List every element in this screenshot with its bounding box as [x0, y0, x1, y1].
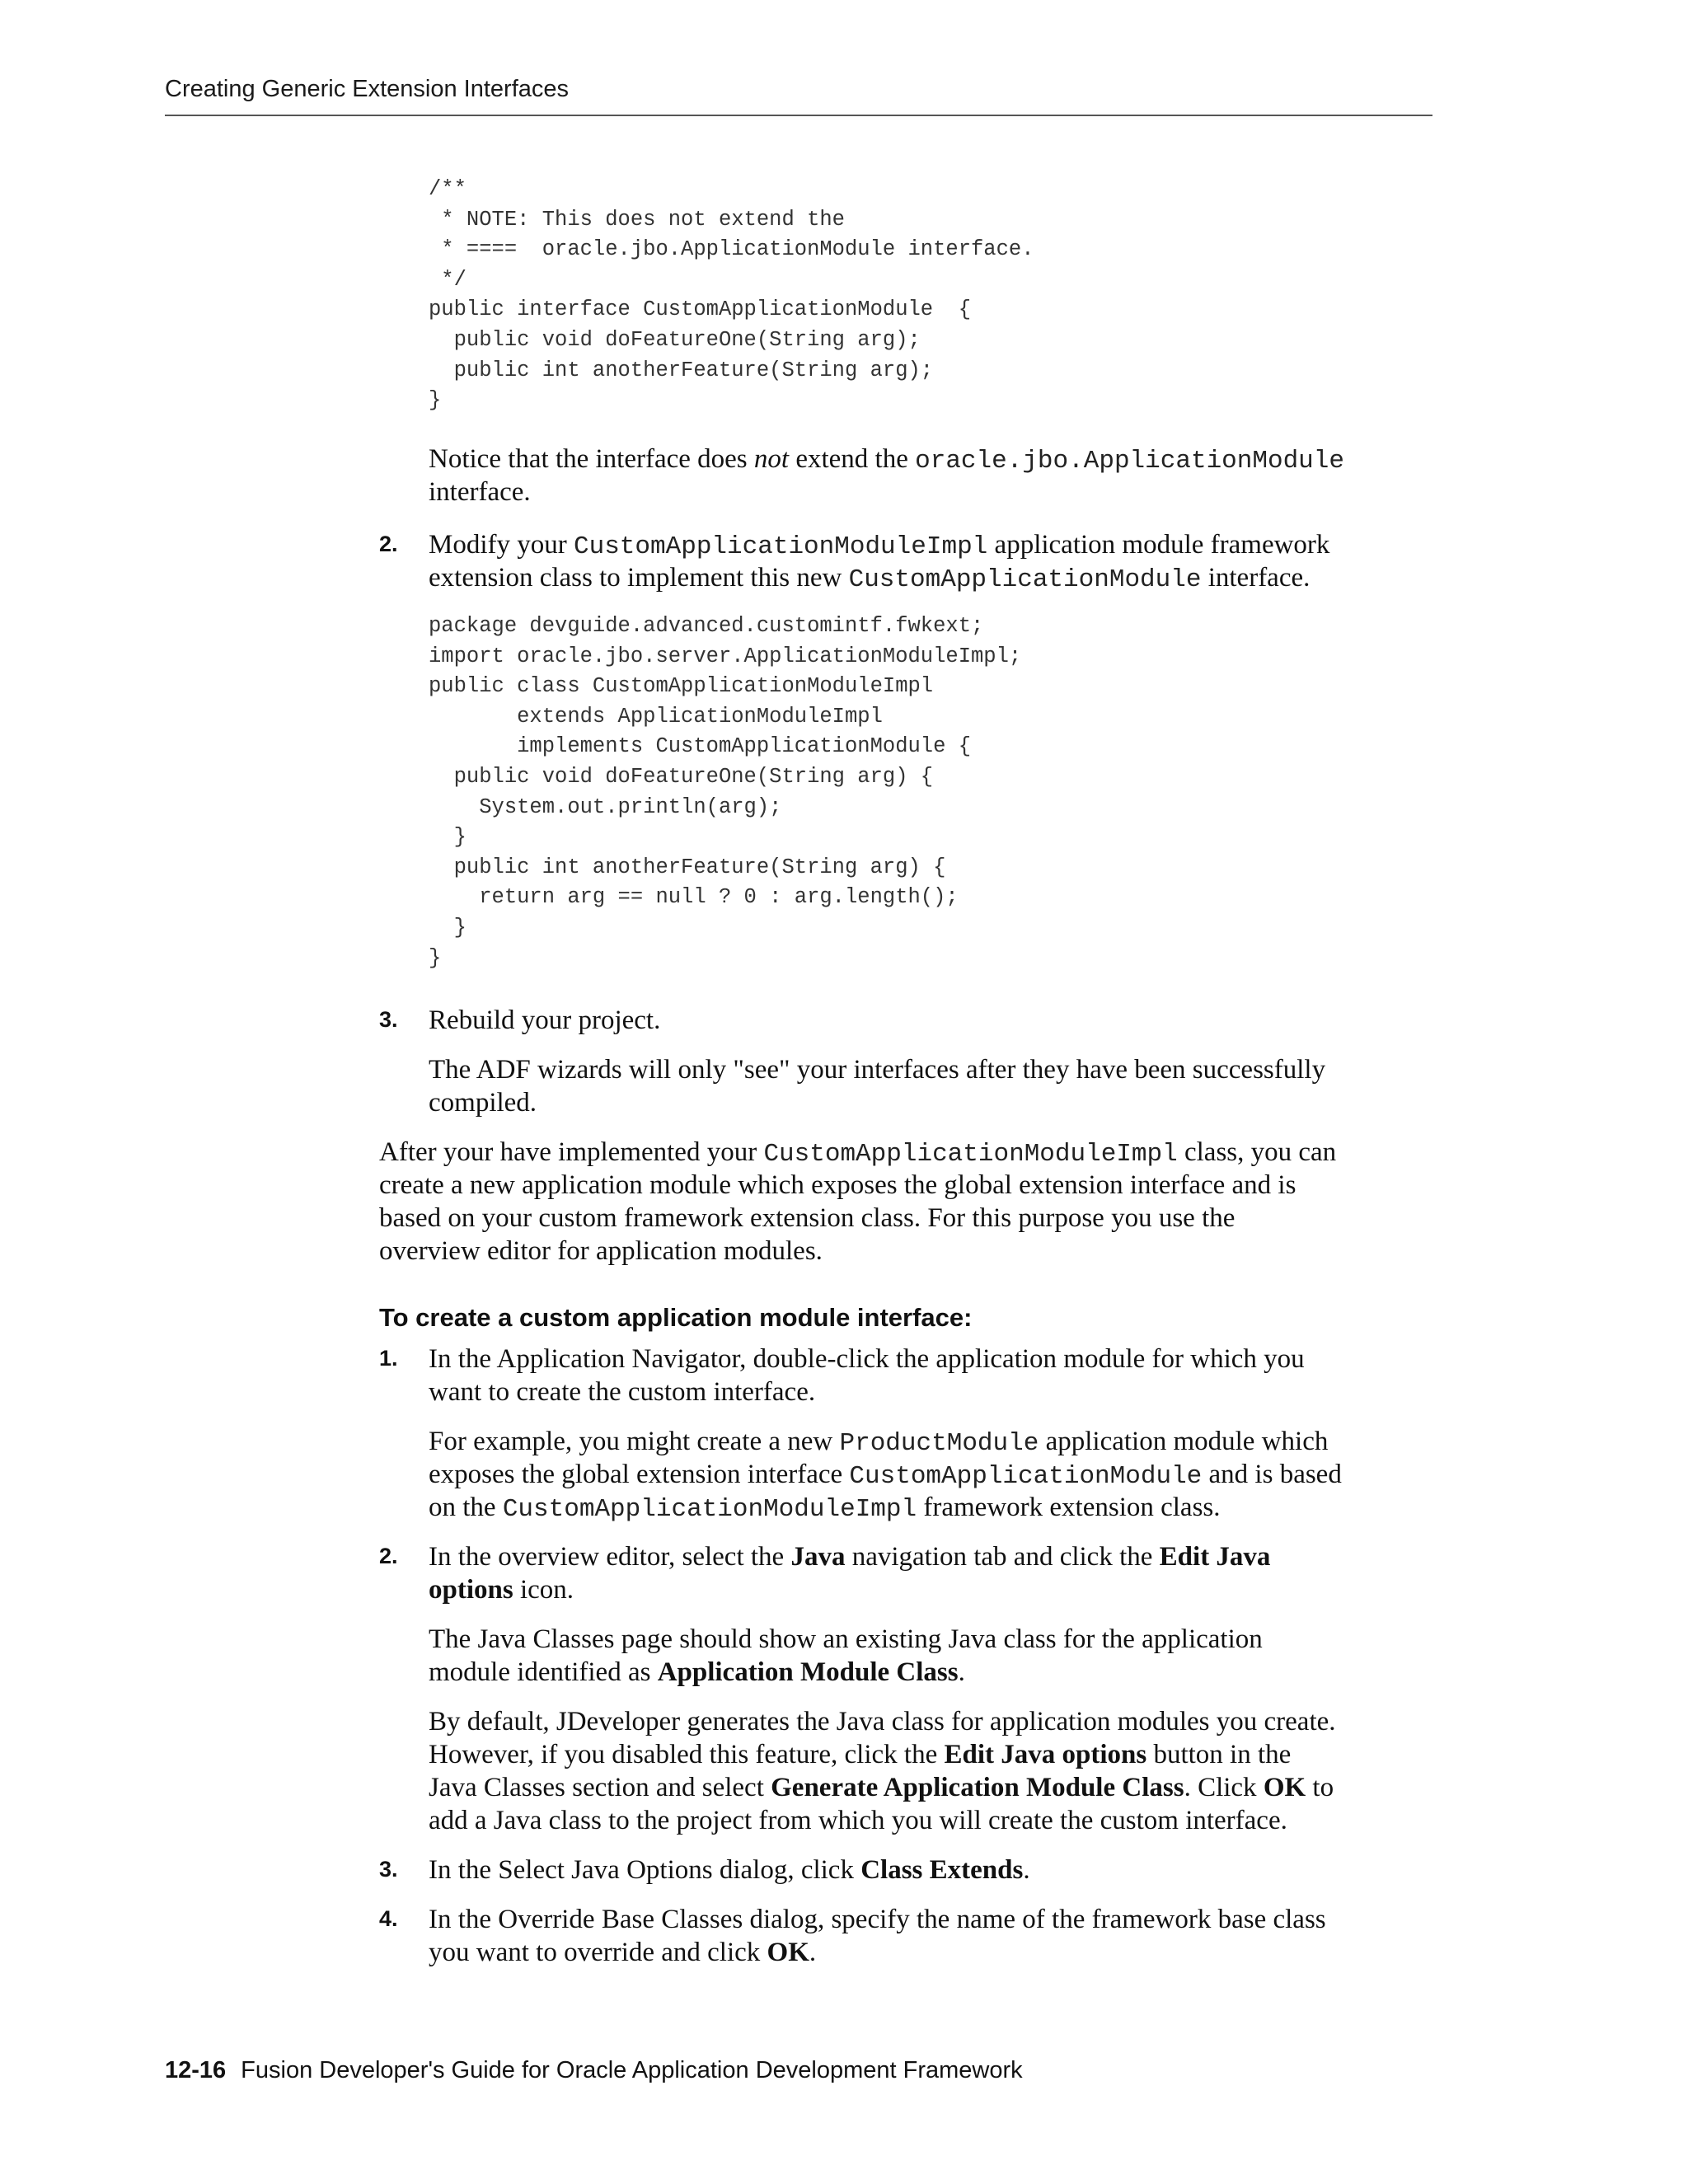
step2-text-line1: Modify your CustomApplicationModuleImpl application module framework: [429, 530, 1330, 561]
step3-note-line1: The ADF wizards will only "see" your interfaces after they have been successfully: [429, 1055, 1326, 1085]
proc-step2-para2-line1: By default, JDeveloper generates the Java class for application modules you create.: [429, 1707, 1336, 1736]
after-paragraph-line2: create a new application module which exposes the global extension interface and is: [379, 1170, 1296, 1200]
proc-step4-line2: you want to override and click OK.: [429, 1938, 817, 1967]
step-number: 1.: [379, 1346, 398, 1371]
step-number: 3.: [379, 1007, 398, 1032]
notice-paragraph-line1: Notice that the interface does not extend the oracle.jbo.ApplicationModule: [429, 444, 1344, 476]
proc-step1-line2: want to create the custom interface.: [429, 1377, 816, 1407]
proc-step2-line1: In the overview editor, select the Java navigation tab and click the Edit Java: [429, 1542, 1271, 1572]
step2-text-line2: extension class to implement this new CustomApplicationModule interface.: [429, 563, 1311, 594]
running-header: Creating Generic Extension Interfaces: [165, 76, 570, 102]
notice-paragraph-line2: interface.: [429, 477, 531, 507]
step3-note-line2: compiled.: [429, 1088, 537, 1118]
proc-step1-example-line3: on the CustomApplicationModuleImpl framework extension class.: [429, 1493, 1221, 1524]
step-number: 2.: [379, 1544, 398, 1568]
code-block-interface: /** * NOTE: This does not extend the * ==== oracle.jbo.ApplicationModule interface. */ public interface CustomApplicationModule { public void doFeatureOne(String arg); public int anotherFeature(String arg); }: [429, 177, 1034, 413]
proc-step2-para2-line4: add a Java class to the project from which you will create the custom interface.: [429, 1806, 1287, 1835]
proc-step2-line2: options icon.: [429, 1575, 574, 1605]
after-paragraph-line1: After your have implemented your CustomApplicationModuleImpl class, you can: [379, 1137, 1337, 1169]
proc-step1-line1: In the Application Navigator, double-click the application module for which you: [429, 1344, 1305, 1374]
step-number: 4.: [379, 1906, 398, 1931]
page-number: 12-16: [165, 2057, 227, 2083]
after-paragraph-line4: overview editor for application modules.: [379, 1236, 823, 1266]
page-footer: [165, 2057, 1023, 2084]
proc-step4-line1: In the Override Base Classes dialog, specify the name of the framework base class: [429, 1905, 1326, 1934]
after-paragraph-line3: based on your custom framework extension class. For this purpose you use the: [379, 1203, 1236, 1233]
procedure-heading: To create a custom application module interface:: [379, 1303, 973, 1332]
proc-step2-para1-line1: The Java Classes page should show an existing Java class for the application: [429, 1624, 1263, 1654]
header-divider: [165, 115, 1432, 116]
step3-text: Rebuild your project.: [429, 1005, 661, 1035]
proc-step1-example-line1: For example, you might create a new ProductModule application module which: [429, 1427, 1329, 1458]
step-number: 3.: [379, 1857, 398, 1882]
proc-step2-para2-line2: However, if you disabled this feature, click the Edit Java options button in the: [429, 1740, 1292, 1769]
proc-step3-text: In the Select Java Options dialog, click Class Extends.: [429, 1855, 1030, 1885]
proc-step2-para1-line2: module identified as Application Module Class.: [429, 1657, 965, 1687]
proc-step1-example-line2: exposes the global extension interface CustomApplicationModule and is based: [429, 1460, 1342, 1491]
step-number: 2.: [379, 532, 398, 556]
proc-step2-para2-line3: Java Classes section and select Generate Application Module Class. Click OK to: [429, 1773, 1334, 1802]
book-title: Fusion Developer's Guide for Oracle Application Development Framework: [241, 2057, 1023, 2083]
code-block-impl-class: package devguide.advanced.customintf.fwkext; import oracle.jbo.server.ApplicationModuleImpl; public class CustomApplicationModuleImpl extends ApplicationModuleImpl implements CustomApplicationModule { public void doFeatureOne(String arg) { System.out.println(arg); } public int anotherFeature(String arg) { return arg == null ? 0 : arg.length(); } }: [429, 614, 1022, 970]
